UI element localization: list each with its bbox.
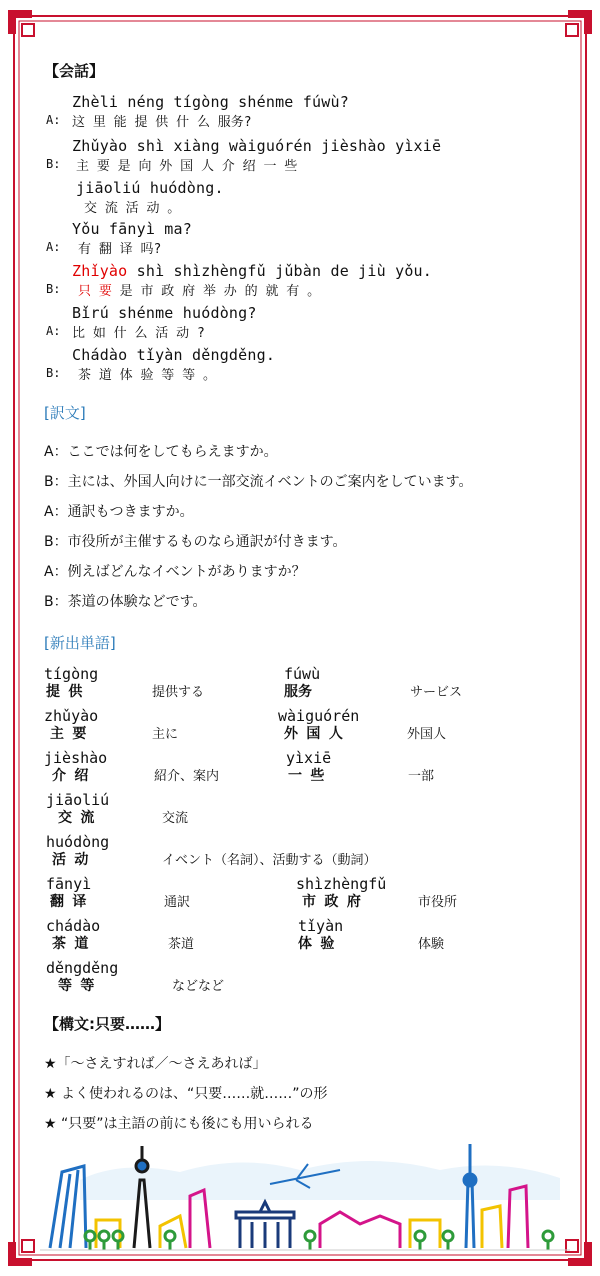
vocab-pinyin: chádào (46, 917, 101, 935)
vocab-hanzi: 茶 道 (52, 936, 89, 952)
vocab-hanzi: 活 动 (52, 852, 89, 868)
vocab-meaning: イベント（名詞）、活動する（動詞） (162, 853, 377, 868)
section-heading-yakubun: [訳文] (44, 404, 86, 422)
vocab-hanzi: 交 流 (58, 810, 95, 826)
vocab-meaning: 茶道 (168, 937, 195, 952)
grammar-note: ★ “只要”は主語の前にも後にも用いられる (44, 1116, 314, 1132)
dialogue-pinyin: Zhǐyào shì shìzhèngfǔ jǔbàn de jiù yǒu. (72, 262, 433, 280)
vocab-meaning: 交流 (162, 811, 189, 826)
vocab-meaning: 市役所 (418, 895, 458, 910)
vocab-hanzi: 翻 译 (50, 894, 87, 910)
vocab-pinyin: fānyì (46, 875, 92, 893)
vocab-meaning: 主に (152, 727, 179, 742)
vocab-pinyin: yìxiē (286, 749, 332, 767)
dialogue-pinyin: Bǐrú shénme huódòng? (72, 304, 257, 322)
vocab-pinyin: fúwù (284, 665, 321, 683)
city-skyline-illustration (40, 1140, 570, 1252)
dialogue-pinyin: jiāoliú huódòng. (76, 179, 224, 197)
highlight-keyword: Zhǐyào (72, 262, 128, 280)
vocab-meaning: 通訳 (164, 895, 191, 910)
translation-line: A：通訳もつきますか。 (44, 504, 194, 520)
vocab-hanzi: 外 国 人 (284, 726, 343, 742)
dialogue-hanzi: 茶 道 体 验 等 等 。 (78, 368, 216, 383)
dialogue-speaker: B: (46, 366, 61, 380)
dialogue-hanzi: 只 要 是 市 政 府 举 办 的 就 有 。 (78, 284, 321, 299)
translation-line: B：主には、外国人向けに一部交流イベントのご案内をしています。 (44, 474, 473, 490)
translation-line: A：例えばどんなイベントがありますか？ (44, 564, 306, 580)
vocab-meaning: などなど (172, 979, 225, 994)
dialogue-hanzi: 这 里 能 提 供 什 么 服务? (72, 115, 252, 130)
dialogue-hanzi: 交 流 活 动 。 (84, 201, 181, 216)
translation-line: B：茶道の体験などです。 (44, 594, 207, 610)
vocab-pinyin: shìzhèngfǔ (296, 875, 387, 893)
dialogue-speaker: A: (46, 324, 61, 338)
highlight-keyword-hanzi: 只 要 (78, 284, 112, 299)
vocab-meaning: 体験 (418, 937, 445, 952)
vocab-hanzi: 体 验 (298, 936, 335, 952)
vocab-hanzi: 服务 (284, 684, 312, 700)
dialogue-pinyin: Zhǔyào shì xiàng wàiguórén jièshào yìxiē (72, 137, 442, 155)
vocab-pinyin: jièshào (44, 749, 108, 767)
vocab-pinyin: děngděng (46, 959, 119, 977)
vocab-meaning: 外国人 (407, 727, 447, 742)
vocab-pinyin: tǐyàn (298, 917, 344, 935)
grammar-note: ★「～さえすれば／～さえあれば」 (44, 1056, 267, 1072)
skyline-icon (40, 1140, 570, 1252)
vocab-hanzi: 介 绍 (52, 768, 89, 784)
vocab-hanzi: 提 供 (46, 684, 83, 700)
translation-line: A：ここでは何をしてもらえますか。 (44, 444, 278, 460)
vocab-meaning: 一部 (408, 769, 435, 784)
dialogue-speaker: B: (46, 157, 61, 171)
dialogue-hanzi: 比 如 什 么 活 动 ? (72, 326, 205, 341)
dialogue-pinyin: Zhèli néng tígòng shénme fúwù? (72, 93, 349, 111)
vocab-pinyin: zhǔyào (44, 707, 99, 725)
dialogue-pinyin: Chádào tǐyàn děngděng. (72, 346, 276, 364)
section-heading-kaiwa: 【会話】 (44, 62, 105, 80)
dialogue-hanzi: 主 要 是 向 外 国 人 介 绍 一 些 (76, 159, 298, 174)
vocab-hanzi: 一 些 (288, 768, 325, 784)
vocab-hanzi: 等 等 (58, 978, 95, 994)
dialogue-hanzi: 有 翻 译 吗? (78, 242, 162, 257)
vocab-pinyin: jiāoliú (46, 791, 110, 809)
vocab-meaning: 紹介、案内 (154, 769, 220, 784)
vocab-pinyin: tígòng (44, 665, 99, 683)
vocab-hanzi: 市 政 府 (302, 894, 361, 910)
vocab-meaning: サービス (410, 685, 463, 700)
section-heading-tango: [新出単語] (44, 634, 116, 652)
vocab-meaning: 提供する (152, 685, 205, 700)
dialogue-pinyin: Yǒu fānyì ma? (72, 220, 192, 238)
vocab-hanzi: 主 要 (50, 726, 87, 742)
vocab-pinyin: wàiguórén (278, 707, 360, 725)
dialogue-speaker: B: (46, 282, 61, 296)
vocab-pinyin: huódòng (46, 833, 110, 851)
dialogue-speaker: A: (46, 113, 61, 127)
translation-line: B：市役所が主催するものなら通訳が付きます。 (44, 534, 347, 550)
grammar-note: ★ よく使われるのは、“只要……就……”の形 (44, 1086, 328, 1102)
section-heading-kobun: 【構文:只要……】 (44, 1015, 170, 1033)
dialogue-speaker: A: (46, 240, 61, 254)
